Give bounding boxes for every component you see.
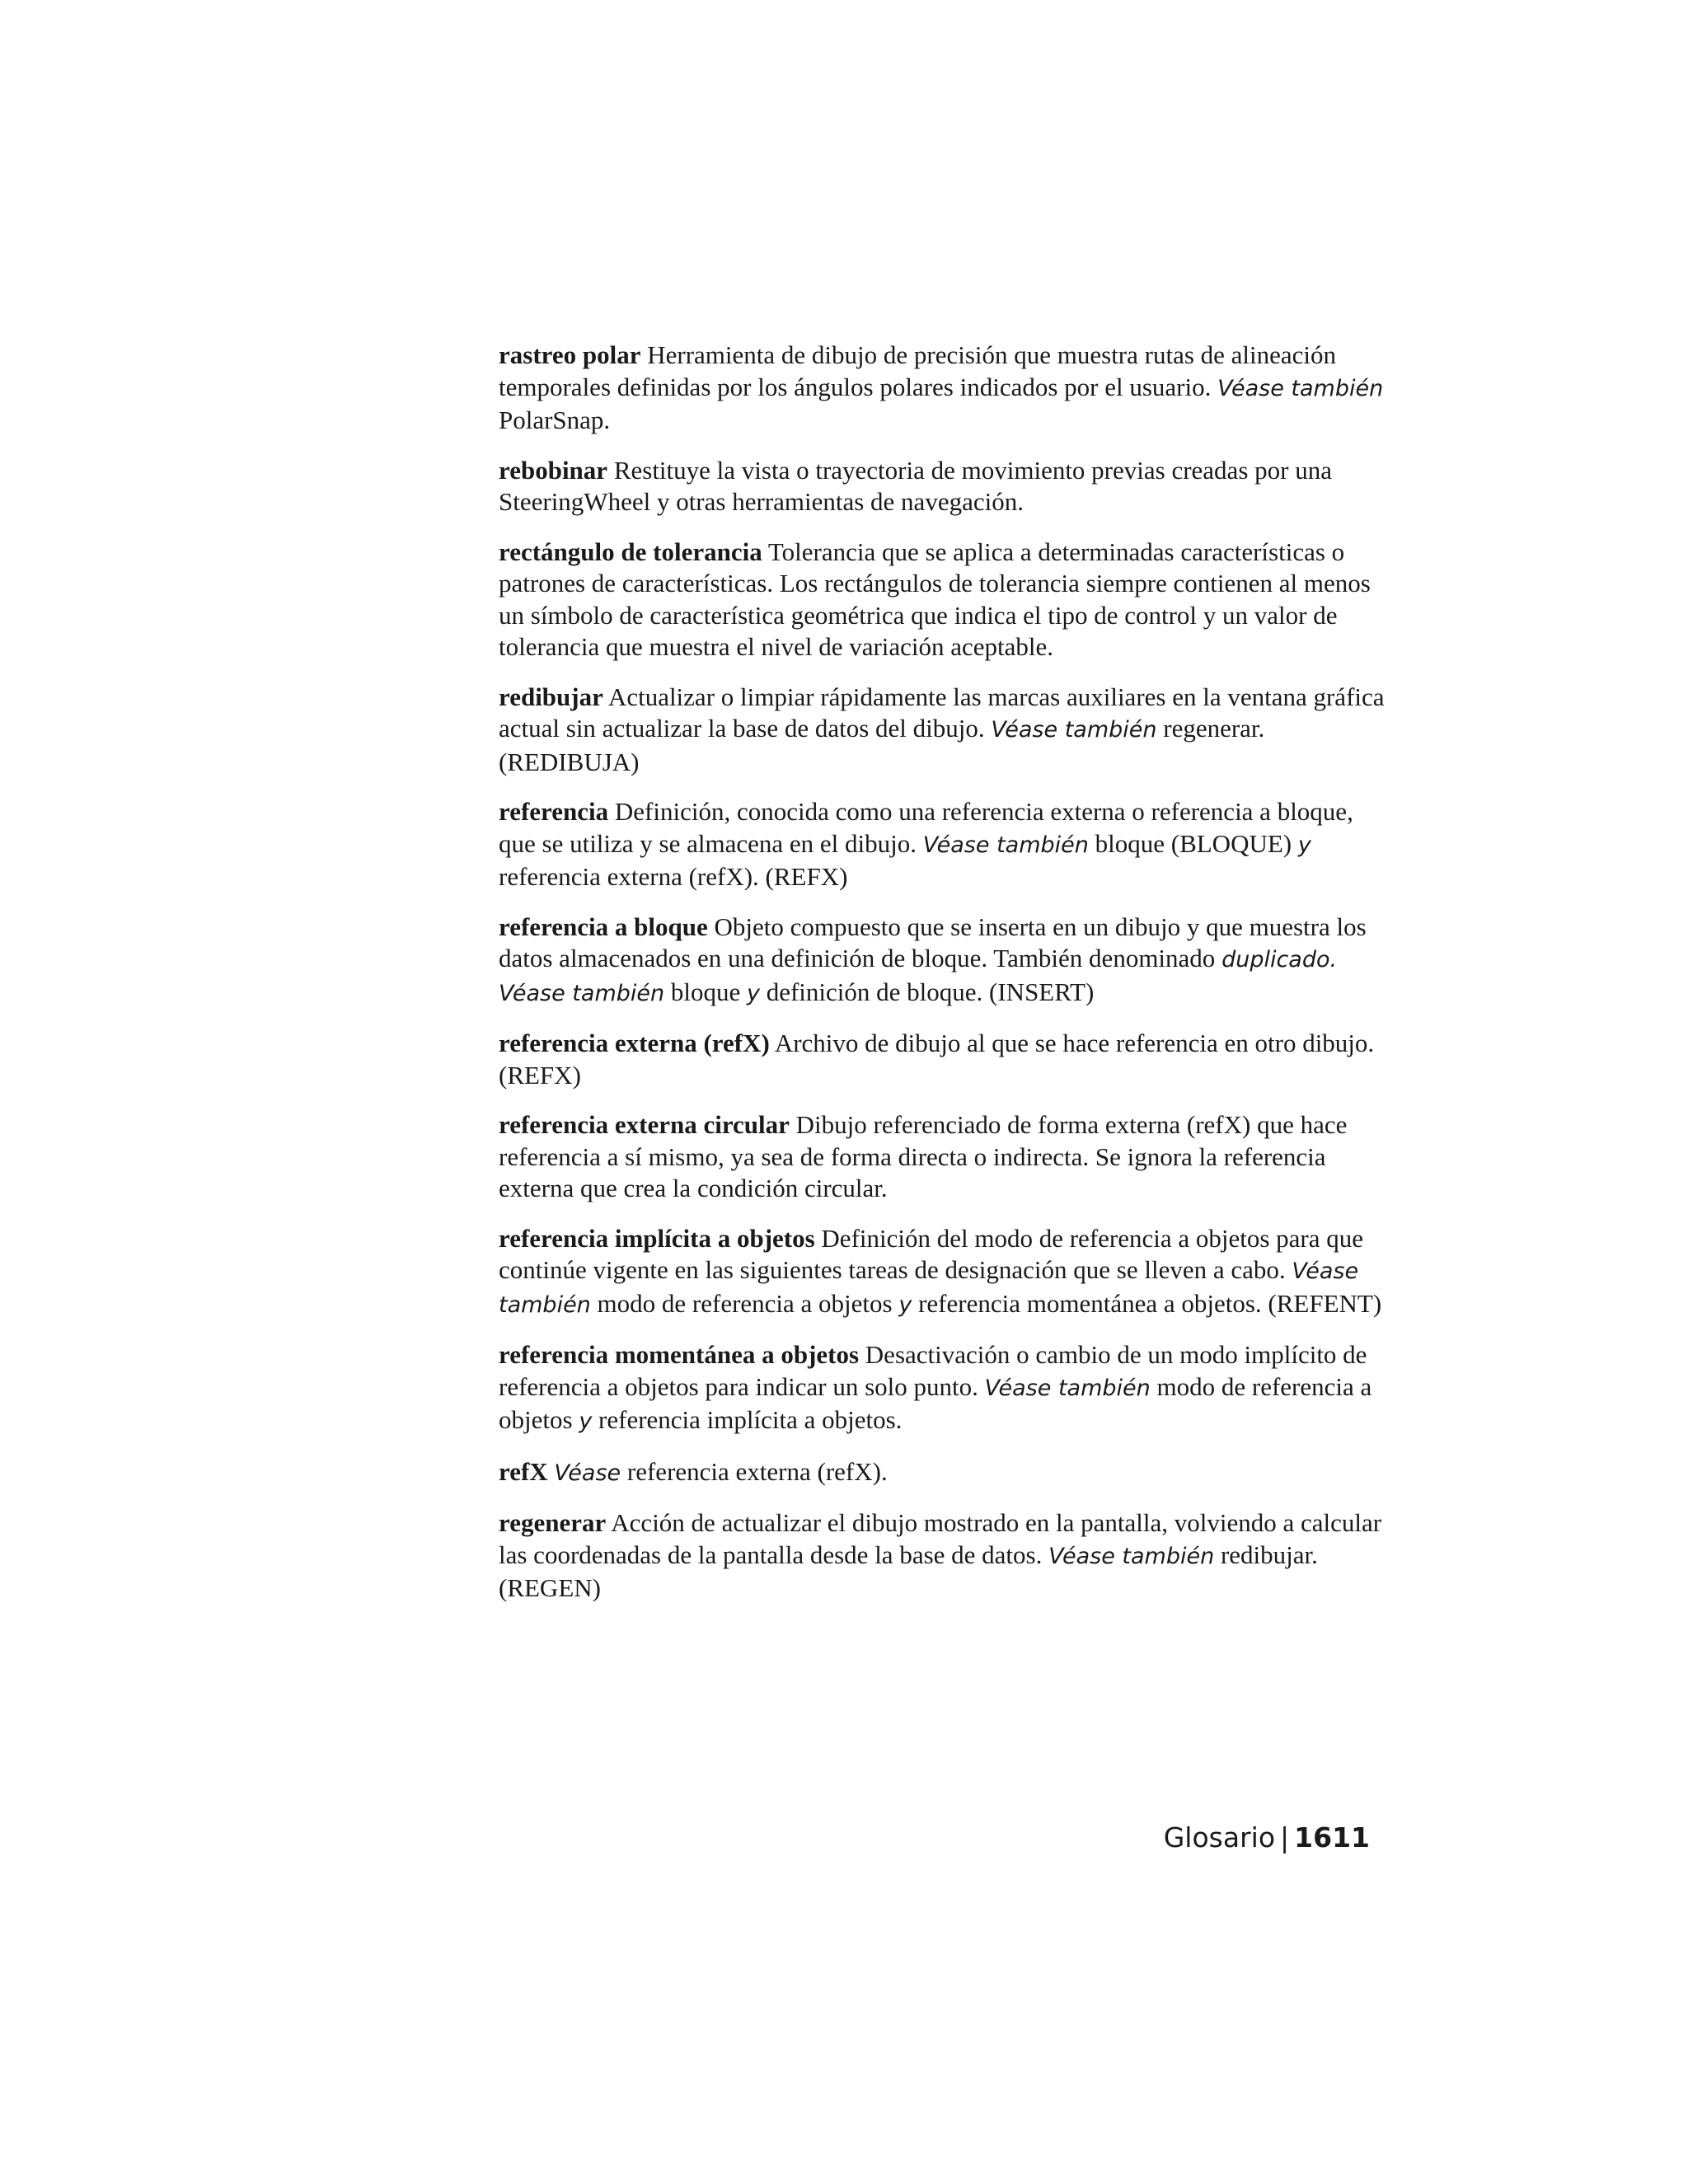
footer-section-title: Glosario	[1163, 1821, 1276, 1854]
definition-text: Archivo de dibujo al que se hace referencia en otro dibujo. (REFX)	[499, 1029, 1375, 1090]
definition-text: referencia externa (refX).	[621, 1456, 888, 1486]
definition-text: referencia implícita a objetos.	[592, 1405, 903, 1434]
glossary-term: referencia a bloque	[499, 912, 708, 941]
definition-text: Acción de actualizar el dibujo mostrado en la pantalla, volviendo a calcular las coordenadas de la pantalla desde la base de datos.	[499, 1508, 1382, 1569]
cross-reference-label: y	[579, 1408, 593, 1434]
definition-text: Restituye la vista o trayectoria de movimiento previas creadas por una SteeringWheel y otras herramientas de navegación.	[499, 455, 1332, 516]
cross-reference-label: y	[746, 980, 760, 1006]
glossary-term: referencia momentánea a objetos	[499, 1340, 860, 1369]
definition-text: Actualizar o limpiar rápidamente las marcas auxiliares en la ventana gráfica actual sin actualizar la base de datos del dibujo.	[499, 682, 1385, 743]
definition-text: definición de bloque. (INSERT)	[759, 977, 1095, 1006]
glossary-entry	[499, 1507, 1393, 1605]
definition-text: modo de referencia a objetos	[590, 1288, 899, 1318]
cross-reference-label: y	[1297, 832, 1311, 858]
cross-reference-label: Véase también	[1048, 1543, 1215, 1569]
definition-text: Definición, conocida como una referencia externa o referencia a bloque, que se utiliza y se almacena en el dibujo.	[499, 797, 1353, 858]
cross-reference-label: duplicado. Véase también	[499, 947, 1338, 1006]
definition-text: redibujar. (REGEN)	[499, 1540, 1318, 1602]
glossary-entry	[499, 1456, 1393, 1490]
definition-text: bloque (BLOQUE)	[1088, 828, 1298, 858]
glossary-term: referencia externa (refX)	[499, 1029, 770, 1057]
glossary-term: refX	[499, 1456, 548, 1486]
glossary-entry	[499, 796, 1393, 893]
definition-text: regenerar. (REDIBUJA)	[499, 714, 1265, 776]
definition-text: Desactivación o cambio de un modo implícito de referencia a objetos para indicar un solo punto.	[499, 1340, 1367, 1401]
glossary-entry	[499, 537, 1393, 663]
glossary-term: rastreo polar	[499, 340, 641, 369]
glossary-entry	[499, 912, 1393, 1010]
cross-reference-label: y	[898, 1291, 912, 1318]
definition-text: referencia momentánea a objetos. (REFENT)	[912, 1288, 1382, 1318]
glossary-term: referencia externa circular	[499, 1110, 790, 1139]
glossary-term: rebobinar	[499, 455, 608, 485]
definition-text: bloque	[664, 977, 747, 1006]
glossary-entry	[499, 1109, 1393, 1205]
glossary-term: referencia	[499, 797, 609, 826]
glossary-entries	[499, 340, 1393, 1623]
glossary-entry	[499, 340, 1393, 437]
definition-text: Objeto compuesto que se inserta en un dibujo y que muestra los datos almacenados en una definición de bloque. También denominado	[499, 912, 1367, 972]
glossary-term: regenerar	[499, 1508, 607, 1537]
glossary-entry	[499, 1028, 1393, 1091]
definition-text: PolarSnap.	[499, 405, 611, 434]
page-number: 1611	[1294, 1821, 1370, 1854]
definition-text: referencia externa (refX). (REFX)	[499, 862, 848, 891]
cross-reference-label: Véase también	[1217, 375, 1384, 401]
page-footer	[1164, 1821, 1370, 1854]
definition-text: Tolerancia que se aplica a determinadas características o patrones de características. Los rectángulos de tolerancia siempre contienen al menos un símbolo de característica geométrica que indica el tipo de control y un valor de tolerancia que muestra el nivel de variación aceptable.	[499, 537, 1371, 661]
definition-text: Definición del modo de referencia a objetos para que continúe vigente en las siguientes tareas de designación que se lleven a cabo.	[499, 1223, 1364, 1284]
definition-text: Herramienta de dibujo de precisión que muestra rutas de alineación temporales definidas por los ángulos polares indicados por el usuario.	[499, 340, 1337, 401]
cross-reference-label: Véase también	[991, 717, 1157, 743]
footer-separator: |	[1280, 1821, 1290, 1854]
glossary-entry	[499, 682, 1393, 779]
glossary-term: rectángulo de tolerancia	[499, 537, 762, 566]
cross-reference-label: Véase también	[922, 832, 1089, 858]
cross-reference-label: Véase	[554, 1460, 621, 1486]
definition-text: modo de referencia a objetos	[499, 1371, 1372, 1434]
cross-reference-label: Véase también	[984, 1375, 1151, 1401]
definition-text: Dibujo referenciado de forma externa (refX) que hace referencia a sí mismo, ya sea de forma directa o indirecta. Se ignora la referencia externa que crea la condición circular.	[499, 1110, 1348, 1202]
glossary-entry	[499, 455, 1393, 518]
glossary-entry	[499, 1339, 1393, 1438]
glossary-term: referencia implícita a objetos	[499, 1223, 815, 1253]
glossary-entry	[499, 1223, 1393, 1322]
cross-reference-label: Véase también	[499, 1258, 1359, 1318]
glossary-term: redibujar	[499, 682, 603, 711]
